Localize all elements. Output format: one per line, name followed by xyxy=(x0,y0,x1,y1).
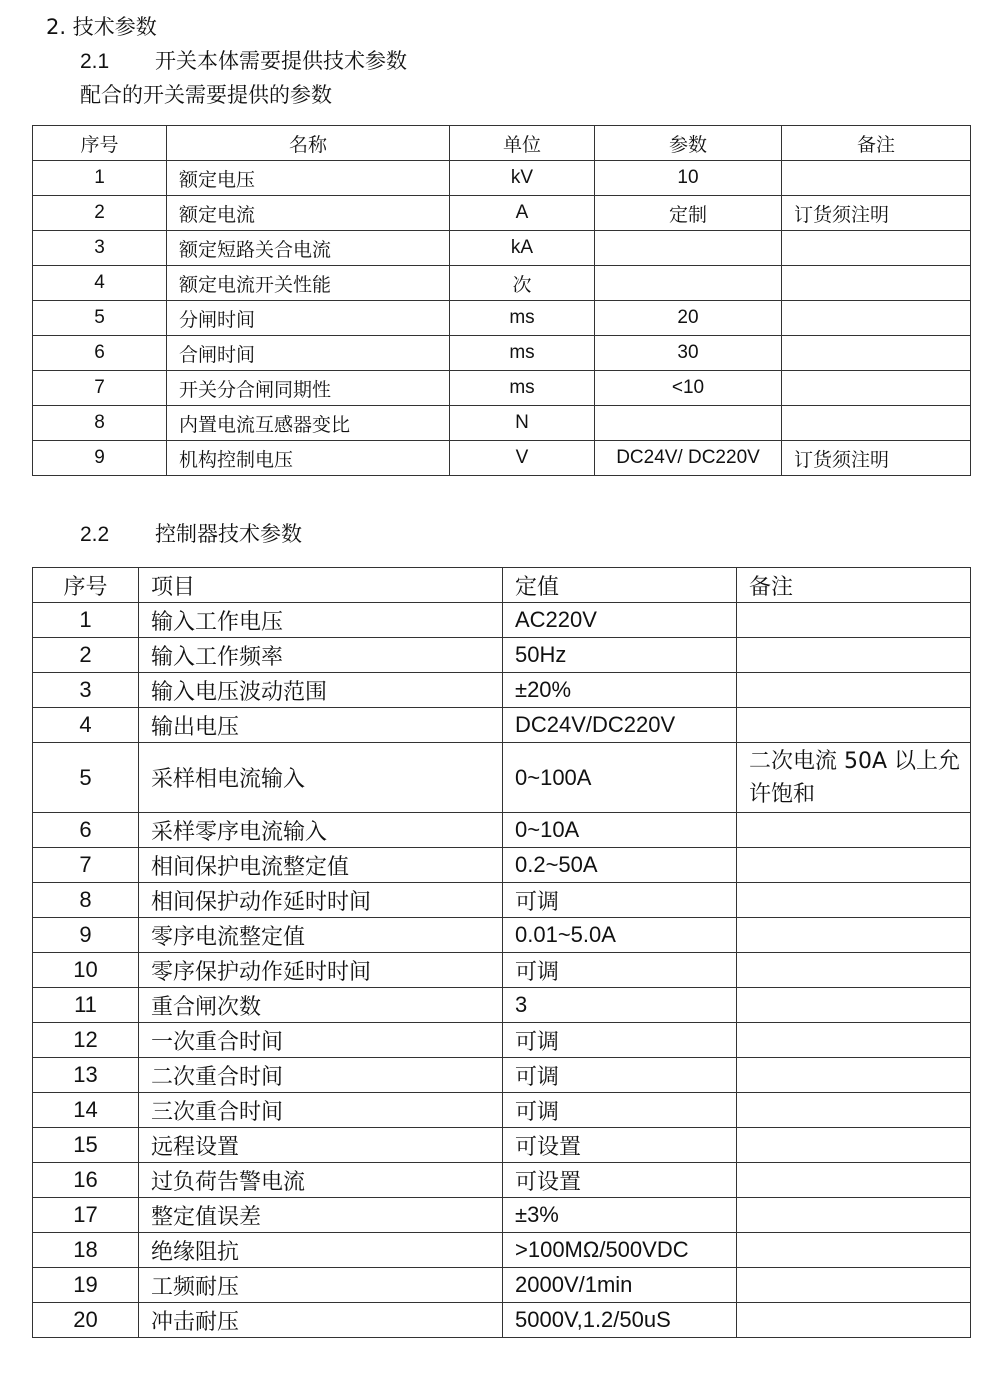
cell-item: 一次重合时间 xyxy=(139,1023,503,1058)
table-row xyxy=(33,1233,971,1268)
cell-value: <10 xyxy=(595,371,782,406)
subsection-2-2 xyxy=(80,519,302,550)
cell-item: 冲击耐压 xyxy=(139,1303,503,1338)
cell-remark xyxy=(782,371,971,406)
table-row xyxy=(33,1163,971,1198)
cell-unit: kV xyxy=(450,161,595,196)
subsection-number: 2.2 xyxy=(80,523,110,546)
cell-unit: ms xyxy=(450,336,595,371)
cell-item: 零序保护动作延时时间 xyxy=(139,953,503,988)
cell-unit: ms xyxy=(450,371,595,406)
cell-index: 1 xyxy=(33,603,139,638)
cell-name: 分闸时间 xyxy=(167,301,450,336)
cell-remark xyxy=(782,301,971,336)
cell-index: 17 xyxy=(33,1198,139,1233)
section-note: 配合的开关需要提供的参数 xyxy=(80,83,332,107)
cell-index: 9 xyxy=(33,918,139,953)
cell-name: 额定短路关合电流 xyxy=(167,231,450,266)
table-header-row xyxy=(33,568,971,603)
cell-index: 9 xyxy=(33,441,167,476)
cell-remark: 订货须注明 xyxy=(782,441,971,476)
cell-unit: 次 xyxy=(450,266,595,301)
cell-item: 输入电压波动范围 xyxy=(139,673,503,708)
cell-remark xyxy=(737,673,971,708)
cell-setting: 可调 xyxy=(503,1093,737,1128)
cell-setting: 可调 xyxy=(503,1058,737,1093)
cell-value: DC24V/ DC220V xyxy=(595,441,782,476)
table-row xyxy=(33,406,971,441)
header-cell: 定值 xyxy=(503,568,737,603)
cell-index: 6 xyxy=(33,813,139,848)
table-row xyxy=(33,988,971,1023)
cell-item: 整定值误差 xyxy=(139,1198,503,1233)
cell-setting: 可调 xyxy=(503,1023,737,1058)
table-row xyxy=(33,1023,971,1058)
cell-index: 12 xyxy=(33,1023,139,1058)
cell-index: 2 xyxy=(33,638,139,673)
cell-remark xyxy=(737,1233,971,1268)
table-row xyxy=(33,231,971,266)
table-row xyxy=(33,266,971,301)
cell-unit: A xyxy=(450,196,595,231)
cell-value: 定制 xyxy=(595,196,782,231)
table-row xyxy=(33,1128,971,1163)
table-header-row xyxy=(33,126,971,161)
header-cell: 序号 xyxy=(33,568,139,603)
cell-index: 5 xyxy=(33,743,139,813)
cell-index: 8 xyxy=(33,883,139,918)
cell-setting: 0~10A xyxy=(503,813,737,848)
subsection-title: 控制器技术参数 xyxy=(155,522,302,546)
cell-remark xyxy=(737,1268,971,1303)
table-row xyxy=(33,1093,971,1128)
cell-remark xyxy=(737,813,971,848)
cell-item: 输出电压 xyxy=(139,708,503,743)
cell-item: 远程设置 xyxy=(139,1128,503,1163)
cell-value xyxy=(595,231,782,266)
cell-remark: 订货须注明 xyxy=(782,196,971,231)
cell-index: 7 xyxy=(33,848,139,883)
cell-name: 机构控制电压 xyxy=(167,441,450,476)
cell-remark xyxy=(737,918,971,953)
table-row xyxy=(33,371,971,406)
cell-remark xyxy=(737,603,971,638)
table-row xyxy=(33,953,971,988)
cell-index: 8 xyxy=(33,406,167,441)
subsection-number: 2.1 xyxy=(80,50,110,73)
cell-unit: V xyxy=(450,441,595,476)
table-row xyxy=(33,441,971,476)
subsection-2-1 xyxy=(80,46,407,77)
cell-remark xyxy=(737,1128,971,1163)
cell-remark xyxy=(737,1058,971,1093)
cell-item: 三次重合时间 xyxy=(139,1093,503,1128)
cell-remark xyxy=(737,883,971,918)
cell-item: 零序电流整定值 xyxy=(139,918,503,953)
table-row xyxy=(33,673,971,708)
table-row xyxy=(33,1268,971,1303)
table-row xyxy=(33,1303,971,1338)
cell-unit: N xyxy=(450,406,595,441)
cell-unit: kA xyxy=(450,231,595,266)
cell-index: 15 xyxy=(33,1128,139,1163)
table-row xyxy=(33,301,971,336)
cell-name: 开关分合闸同期性 xyxy=(167,371,450,406)
cell-index: 13 xyxy=(33,1058,139,1093)
cell-index: 11 xyxy=(33,988,139,1023)
cell-item: 相间保护动作延时时间 xyxy=(139,883,503,918)
cell-item: 采样相电流输入 xyxy=(139,743,503,813)
cell-item: 重合闸次数 xyxy=(139,988,503,1023)
header-cell: 参数 xyxy=(595,126,782,161)
cell-item: 输入工作频率 xyxy=(139,638,503,673)
cell-value: 20 xyxy=(595,301,782,336)
cell-index: 16 xyxy=(33,1163,139,1198)
cell-remark xyxy=(782,161,971,196)
cell-name: 额定电流 xyxy=(167,196,450,231)
table-row xyxy=(33,196,971,231)
cell-remark xyxy=(782,231,971,266)
cell-setting: 50Hz xyxy=(503,638,737,673)
cell-index: 4 xyxy=(33,708,139,743)
cell-remark xyxy=(737,953,971,988)
table-row xyxy=(33,1058,971,1093)
cell-index: 19 xyxy=(33,1268,139,1303)
cell-setting: 可设置 xyxy=(503,1128,737,1163)
cell-item: 采样零序电流输入 xyxy=(139,813,503,848)
cell-setting: 0.2~50A xyxy=(503,848,737,883)
cell-index: 18 xyxy=(33,1233,139,1268)
header-cell: 备注 xyxy=(782,126,971,161)
header-cell: 单位 xyxy=(450,126,595,161)
cell-setting: 可调 xyxy=(503,883,737,918)
cell-item: 二次重合时间 xyxy=(139,1058,503,1093)
cell-name: 额定电压 xyxy=(167,161,450,196)
cell-index: 5 xyxy=(33,301,167,336)
cell-remark xyxy=(737,638,971,673)
section-heading: 2. 技术参数 xyxy=(46,15,157,39)
cell-setting: 3 xyxy=(503,988,737,1023)
table-row xyxy=(33,638,971,673)
cell-setting: 可设置 xyxy=(503,1163,737,1198)
table-row xyxy=(33,918,971,953)
cell-name: 合闸时间 xyxy=(167,336,450,371)
cell-remark xyxy=(782,406,971,441)
cell-setting: AC220V xyxy=(503,603,737,638)
cell-value xyxy=(595,406,782,441)
cell-item: 过负荷告警电流 xyxy=(139,1163,503,1198)
cell-setting: >100MΩ/500VDC xyxy=(503,1233,737,1268)
cell-item: 输入工作电压 xyxy=(139,603,503,638)
cell-setting: 5000V,1.2/50uS xyxy=(503,1303,737,1338)
cell-setting: DC24V/DC220V xyxy=(503,708,737,743)
cell-name: 额定电流开关性能 xyxy=(167,266,450,301)
table-row xyxy=(33,1198,971,1233)
cell-index: 20 xyxy=(33,1303,139,1338)
header-cell: 名称 xyxy=(167,126,450,161)
table-row xyxy=(33,708,971,743)
cell-remark xyxy=(782,266,971,301)
cell-item: 绝缘阻抗 xyxy=(139,1233,503,1268)
cell-index: 14 xyxy=(33,1093,139,1128)
cell-remark xyxy=(737,1093,971,1128)
cell-setting: ±20% xyxy=(503,673,737,708)
cell-item: 工频耐压 xyxy=(139,1268,503,1303)
switch-parameters-table xyxy=(32,125,971,476)
cell-remark xyxy=(737,848,971,883)
header-cell: 序号 xyxy=(33,126,167,161)
cell-setting: 0.01~5.0A xyxy=(503,918,737,953)
cell-setting: 2000V/1min xyxy=(503,1268,737,1303)
cell-value: 30 xyxy=(595,336,782,371)
table-row xyxy=(33,848,971,883)
controller-parameters-table xyxy=(32,567,971,1338)
cell-index: 4 xyxy=(33,266,167,301)
cell-remark xyxy=(737,1198,971,1233)
cell-setting: ±3% xyxy=(503,1198,737,1233)
table-row xyxy=(33,883,971,918)
cell-index: 3 xyxy=(33,231,167,266)
cell-value: 10 xyxy=(595,161,782,196)
cell-item: 相间保护电流整定值 xyxy=(139,848,503,883)
header-cell: 备注 xyxy=(737,568,971,603)
table-row xyxy=(33,603,971,638)
cell-remark xyxy=(737,1303,971,1338)
cell-index: 2 xyxy=(33,196,167,231)
cell-index: 10 xyxy=(33,953,139,988)
cell-unit: ms xyxy=(450,301,595,336)
cell-remark xyxy=(737,1023,971,1058)
cell-remark xyxy=(737,708,971,743)
cell-remark xyxy=(737,988,971,1023)
table-row xyxy=(33,161,971,196)
table-row xyxy=(33,813,971,848)
table-row xyxy=(33,743,971,813)
cell-remark xyxy=(737,1163,971,1198)
cell-name: 内置电流互感器变比 xyxy=(167,406,450,441)
cell-index: 1 xyxy=(33,161,167,196)
cell-index: 3 xyxy=(33,673,139,708)
cell-remark: 二次电流 50A 以上允许饱和 xyxy=(737,743,971,813)
cell-setting: 0~100A xyxy=(503,743,737,813)
header-cell: 项目 xyxy=(139,568,503,603)
cell-remark xyxy=(782,336,971,371)
cell-setting: 可调 xyxy=(503,953,737,988)
cell-index: 6 xyxy=(33,336,167,371)
subsection-title: 开关本体需要提供技术参数 xyxy=(155,49,407,73)
cell-value xyxy=(595,266,782,301)
table-row xyxy=(33,336,971,371)
cell-index: 7 xyxy=(33,371,167,406)
